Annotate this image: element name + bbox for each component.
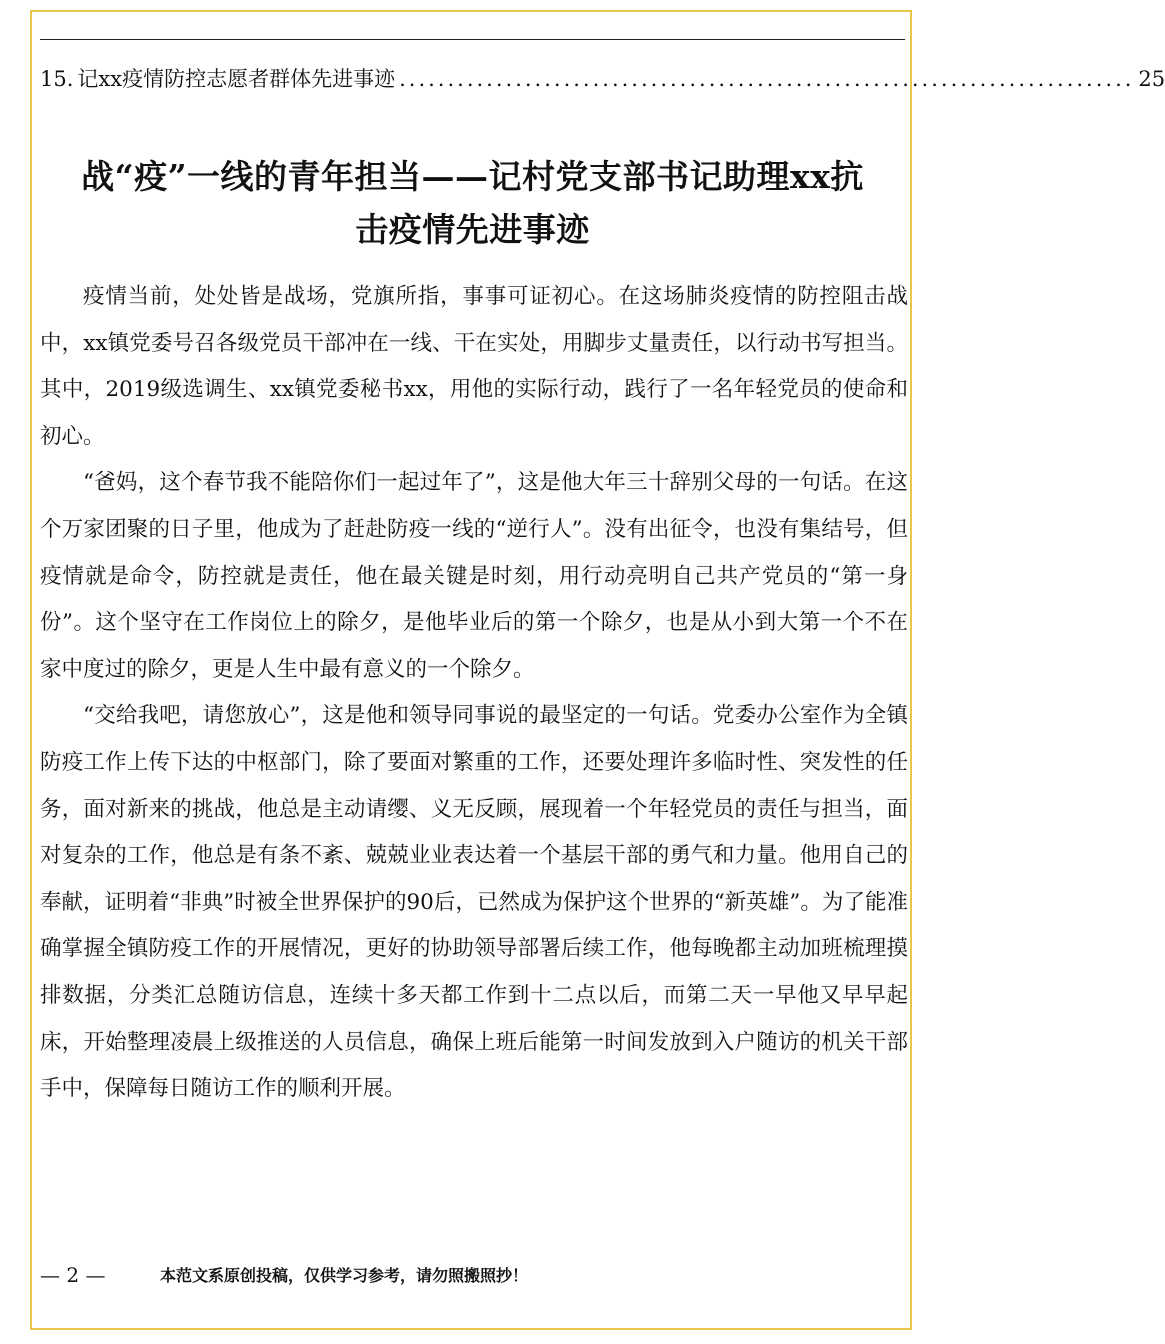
toc-leader-dots: ............................................................................ (399, 67, 1135, 91)
footer-note: 本范文系原创投稿，仅供学习参考，请勿照搬照抄！ (160, 1266, 529, 1285)
toc-entry-page: 25 (1138, 67, 1165, 91)
article-title-line-1: 战“疫”一线的青年担当——记村党支部书记助理xx抗 (81, 157, 864, 196)
paragraph: “交给我吧，请您放心”，这是他和领导同事说的最坚定的一句话。党委办公室作为全镇防疫工作上传下达的中枢部门，除了要面对繁重的工作，还要处理许多临时性、突发性的任务，面对新来的挑战，他总是主动请缨、义无反顾，展现着一个年轻党员的责任与担当，面对复杂的工作，他总是有条不紊、兢兢业业表达着一个基层干部的勇气和力量。他用自己的奉献，证明着“非典”时被全世界保护的90后，已然成为保护这个世界的“新英雄”。为了能准确掌握全镇防疫工作的开展情况，更好的协助领导部署后续工作，他每晚都主动加班梳理摸排数据，分类汇总随访信息，连续十多天都工作到十二点以后，而第二天一早他又早早起床，开始整理凌晨上级推送的人员信息，确保上班后能第一时间发放到入户随访的机关干部手中，保障每日随访工作的顺利开展。 (40, 703, 908, 1102)
article-body (40, 274, 908, 1113)
page-number: — 2 — (40, 1263, 106, 1287)
article-title (40, 150, 905, 256)
header-rule (40, 39, 905, 40)
toc-entry-number: 15. (40, 67, 74, 91)
article-title-line-2: 击疫情先进事迹 (355, 210, 590, 249)
toc-entry-title: 记xx疫情防控志愿者群体先进事迹 (77, 67, 396, 91)
toc-entry[interactable] (40, 60, 1165, 94)
paragraph: “爸妈，这个春节我不能陪你们一起过年了”，这是他大年三十辞别父母的一句话。在这个万家团聚的日子里，他成为了赶赴防疫一线的“逆行人”。没有出征令，也没有集结号，但疫情就是命令，防控就是责任，他在最关键是时刻，用行动亮明自己共产党员的“第一身份”。这个坚守在工作岗位上的除夕，是他毕业后的第一个除夕，也是从小到大第一个不在家中度过的除夕，更是人生中最有意义的一个除夕。 (40, 470, 908, 682)
paragraph: 疫情当前，处处皆是战场，党旗所指，事事可证初心。在这场肺炎疫情的防控阻击战中，xx镇党委号召各级党员干部冲在一线、干在实处，用脚步丈量责任，以行动书写担当。其中，2019级选调生、xx镇党委秘书xx，用他的实际行动，践行了一名年轻党员的使命和初心。 (40, 284, 908, 449)
